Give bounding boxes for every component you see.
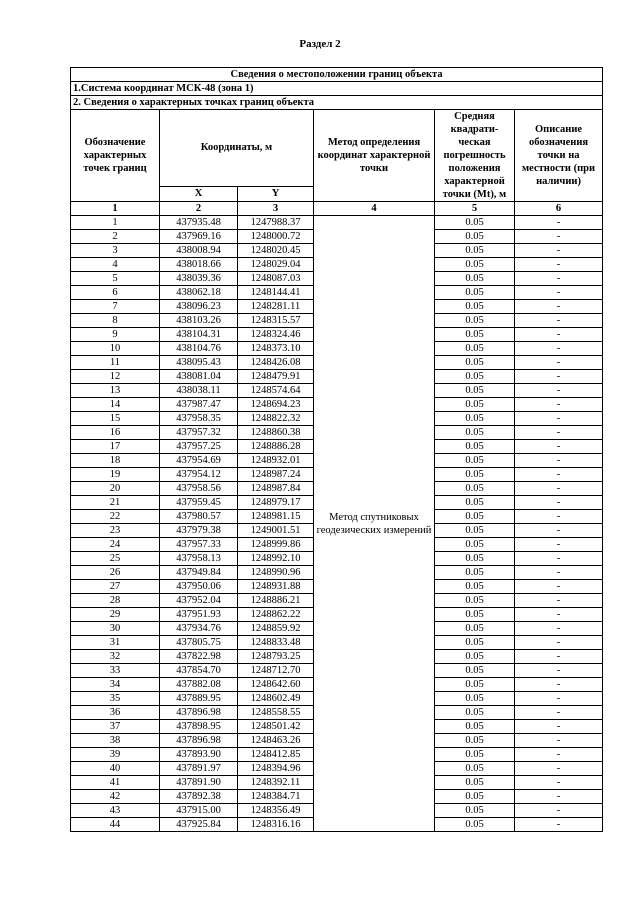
error-cell: 0.05 xyxy=(435,482,515,496)
description-cell: - xyxy=(515,286,603,300)
error-cell: 0.05 xyxy=(435,622,515,636)
x-coordinate-cell: 438103.26 xyxy=(160,314,238,328)
point-number-cell: 20 xyxy=(71,482,160,496)
y-coordinate-cell: 1248144.41 xyxy=(238,286,314,300)
description-cell: - xyxy=(515,790,603,804)
x-coordinate-cell: 437805.75 xyxy=(160,636,238,650)
point-number-cell: 29 xyxy=(71,608,160,622)
point-number-cell: 33 xyxy=(71,664,160,678)
error-cell: 0.05 xyxy=(435,440,515,454)
description-cell: - xyxy=(515,272,603,286)
x-coordinate-cell: 437957.32 xyxy=(160,426,238,440)
point-number-cell: 7 xyxy=(71,300,160,314)
header-error: Средняя квадрати-ческая погрешность положения характерной точки (Mt), м xyxy=(435,110,515,202)
error-cell: 0.05 xyxy=(435,664,515,678)
header-x: X xyxy=(160,186,238,201)
description-cell: - xyxy=(515,818,603,832)
x-coordinate-cell: 438096.23 xyxy=(160,300,238,314)
y-coordinate-cell: 1248992.10 xyxy=(238,552,314,566)
error-cell: 0.05 xyxy=(435,748,515,762)
point-number-cell: 6 xyxy=(71,286,160,300)
x-coordinate-cell: 437959.45 xyxy=(160,496,238,510)
y-coordinate-cell: 1248932.01 xyxy=(238,454,314,468)
x-coordinate-cell: 437935.48 xyxy=(160,216,238,230)
header-description: Описание обозначения точки на местности (при наличии) xyxy=(515,110,603,202)
y-coordinate-cell: 1248394.96 xyxy=(238,762,314,776)
description-cell: - xyxy=(515,496,603,510)
description-cell: - xyxy=(515,734,603,748)
error-cell: 0.05 xyxy=(435,608,515,622)
y-coordinate-cell: 1248029.04 xyxy=(238,258,314,272)
error-cell: 0.05 xyxy=(435,552,515,566)
y-coordinate-cell: 1248087.03 xyxy=(238,272,314,286)
x-coordinate-cell: 438039.36 xyxy=(160,272,238,286)
description-cell: - xyxy=(515,720,603,734)
y-coordinate-cell: 1249001.51 xyxy=(238,524,314,538)
x-coordinate-cell: 437958.35 xyxy=(160,412,238,426)
error-cell: 0.05 xyxy=(435,524,515,538)
point-number-cell: 27 xyxy=(71,580,160,594)
point-number-cell: 36 xyxy=(71,706,160,720)
error-cell: 0.05 xyxy=(435,790,515,804)
point-number-cell: 12 xyxy=(71,370,160,384)
x-coordinate-cell: 438062.18 xyxy=(160,286,238,300)
column-number: 6 xyxy=(515,202,603,216)
point-number-cell: 31 xyxy=(71,636,160,650)
column-number: 5 xyxy=(435,202,515,216)
point-number-cell: 19 xyxy=(71,468,160,482)
point-number-cell: 2 xyxy=(71,230,160,244)
error-cell: 0.05 xyxy=(435,356,515,370)
y-coordinate-cell: 1248694.23 xyxy=(238,398,314,412)
x-coordinate-cell: 437891.97 xyxy=(160,762,238,776)
y-coordinate-cell: 1248020.45 xyxy=(238,244,314,258)
description-cell: - xyxy=(515,468,603,482)
point-number-cell: 25 xyxy=(71,552,160,566)
description-cell: - xyxy=(515,748,603,762)
description-cell: - xyxy=(515,636,603,650)
point-number-cell: 39 xyxy=(71,748,160,762)
x-coordinate-cell: 437950.06 xyxy=(160,580,238,594)
error-cell: 0.05 xyxy=(435,636,515,650)
description-cell: - xyxy=(515,678,603,692)
error-cell: 0.05 xyxy=(435,244,515,258)
y-coordinate-cell: 1248833.48 xyxy=(238,636,314,650)
error-cell: 0.05 xyxy=(435,692,515,706)
x-coordinate-cell: 437925.84 xyxy=(160,818,238,832)
description-cell: - xyxy=(515,216,603,230)
point-number-cell: 26 xyxy=(71,566,160,580)
error-cell: 0.05 xyxy=(435,286,515,300)
description-cell: - xyxy=(515,664,603,678)
y-coordinate-cell: 1248373.10 xyxy=(238,342,314,356)
error-cell: 0.05 xyxy=(435,734,515,748)
error-cell: 0.05 xyxy=(435,300,515,314)
point-number-cell: 44 xyxy=(71,818,160,832)
error-cell: 0.05 xyxy=(435,496,515,510)
point-number-cell: 14 xyxy=(71,398,160,412)
x-coordinate-cell: 437822.98 xyxy=(160,650,238,664)
y-coordinate-cell: 1248987.84 xyxy=(238,482,314,496)
y-coordinate-cell: 1248999.86 xyxy=(238,538,314,552)
error-cell: 0.05 xyxy=(435,678,515,692)
error-cell: 0.05 xyxy=(435,258,515,272)
header-point-designation: Обозначение характерных точек границ xyxy=(71,110,160,202)
x-coordinate-cell: 438038.11 xyxy=(160,384,238,398)
description-cell: - xyxy=(515,384,603,398)
error-cell: 0.05 xyxy=(435,762,515,776)
y-coordinate-cell: 1248463.26 xyxy=(238,734,314,748)
y-coordinate-cell: 1248392.11 xyxy=(238,776,314,790)
error-cell: 0.05 xyxy=(435,818,515,832)
point-number-cell: 22 xyxy=(71,510,160,524)
y-coordinate-cell: 1248886.28 xyxy=(238,440,314,454)
point-number-cell: 23 xyxy=(71,524,160,538)
y-coordinate-cell: 1248602.49 xyxy=(238,692,314,706)
error-cell: 0.05 xyxy=(435,314,515,328)
point-number-cell: 34 xyxy=(71,678,160,692)
error-cell: 0.05 xyxy=(435,342,515,356)
error-cell: 0.05 xyxy=(435,454,515,468)
method-cell: Метод спутниковых геодезических измерений xyxy=(314,216,435,832)
y-coordinate-cell: 1248315.57 xyxy=(238,314,314,328)
description-cell: - xyxy=(515,650,603,664)
y-coordinate-cell: 1248412.85 xyxy=(238,748,314,762)
column-number: 2 xyxy=(160,202,238,216)
description-cell: - xyxy=(515,356,603,370)
description-cell: - xyxy=(515,580,603,594)
boundary-points-table xyxy=(70,67,603,832)
description-cell: - xyxy=(515,762,603,776)
description-cell: - xyxy=(515,538,603,552)
y-coordinate-cell: 1248356.49 xyxy=(238,804,314,818)
column-number: 3 xyxy=(238,202,314,216)
points-heading: 2. Сведения о характерных точках границ объекта xyxy=(71,96,603,110)
error-cell: 0.05 xyxy=(435,468,515,482)
x-coordinate-cell: 438081.04 xyxy=(160,370,238,384)
description-cell: - xyxy=(515,706,603,720)
description-cell: - xyxy=(515,510,603,524)
description-cell: - xyxy=(515,622,603,636)
description-cell: - xyxy=(515,566,603,580)
y-coordinate-cell: 1248384.71 xyxy=(238,790,314,804)
x-coordinate-cell: 437980.57 xyxy=(160,510,238,524)
point-number-cell: 37 xyxy=(71,720,160,734)
y-coordinate-cell: 1248859.92 xyxy=(238,622,314,636)
point-number-cell: 3 xyxy=(71,244,160,258)
description-cell: - xyxy=(515,482,603,496)
error-cell: 0.05 xyxy=(435,230,515,244)
description-cell: - xyxy=(515,412,603,426)
description-cell: - xyxy=(515,370,603,384)
description-cell: - xyxy=(515,398,603,412)
x-coordinate-cell: 437934.76 xyxy=(160,622,238,636)
error-cell: 0.05 xyxy=(435,804,515,818)
x-coordinate-cell: 437949.84 xyxy=(160,566,238,580)
x-coordinate-cell: 437892.38 xyxy=(160,790,238,804)
error-cell: 0.05 xyxy=(435,706,515,720)
description-cell: - xyxy=(515,594,603,608)
point-number-cell: 42 xyxy=(71,790,160,804)
table-title: Сведения о местоположении границ объекта xyxy=(71,68,603,82)
y-coordinate-cell: 1248479.91 xyxy=(238,370,314,384)
description-cell: - xyxy=(515,244,603,258)
error-cell: 0.05 xyxy=(435,776,515,790)
x-coordinate-cell: 437893.90 xyxy=(160,748,238,762)
description-cell: - xyxy=(515,300,603,314)
y-coordinate-cell: 1248987.24 xyxy=(238,468,314,482)
x-coordinate-cell: 438104.76 xyxy=(160,342,238,356)
y-coordinate-cell: 1247988.37 xyxy=(238,216,314,230)
y-coordinate-cell: 1248886.21 xyxy=(238,594,314,608)
error-cell: 0.05 xyxy=(435,370,515,384)
x-coordinate-cell: 437854.70 xyxy=(160,664,238,678)
column-number: 4 xyxy=(314,202,435,216)
x-coordinate-cell: 438104.31 xyxy=(160,328,238,342)
x-coordinate-cell: 438095.43 xyxy=(160,356,238,370)
x-coordinate-cell: 437979.38 xyxy=(160,524,238,538)
y-coordinate-cell: 1248642.60 xyxy=(238,678,314,692)
x-coordinate-cell: 437952.04 xyxy=(160,594,238,608)
column-number: 1 xyxy=(71,202,160,216)
error-cell: 0.05 xyxy=(435,580,515,594)
header-method: Метод определения координат характерной точки xyxy=(314,110,435,202)
error-cell: 0.05 xyxy=(435,398,515,412)
description-cell: - xyxy=(515,804,603,818)
point-number-cell: 18 xyxy=(71,454,160,468)
error-cell: 0.05 xyxy=(435,426,515,440)
y-coordinate-cell: 1248793.25 xyxy=(238,650,314,664)
point-number-cell: 10 xyxy=(71,342,160,356)
description-cell: - xyxy=(515,426,603,440)
x-coordinate-cell: 437951.93 xyxy=(160,608,238,622)
point-number-cell: 1 xyxy=(71,216,160,230)
x-coordinate-cell: 437957.25 xyxy=(160,440,238,454)
y-coordinate-cell: 1248981.15 xyxy=(238,510,314,524)
header-coordinates: Координаты, м xyxy=(160,110,314,187)
error-cell: 0.05 xyxy=(435,412,515,426)
y-coordinate-cell: 1248558.55 xyxy=(238,706,314,720)
point-number-cell: 24 xyxy=(71,538,160,552)
y-coordinate-cell: 1248000.72 xyxy=(238,230,314,244)
y-coordinate-cell: 1248860.38 xyxy=(238,426,314,440)
y-coordinate-cell: 1248822.32 xyxy=(238,412,314,426)
description-cell: - xyxy=(515,608,603,622)
description-cell: - xyxy=(515,328,603,342)
y-coordinate-cell: 1248574.64 xyxy=(238,384,314,398)
description-cell: - xyxy=(515,776,603,790)
description-cell: - xyxy=(515,314,603,328)
y-coordinate-cell: 1248324.46 xyxy=(238,328,314,342)
x-coordinate-cell: 437987.47 xyxy=(160,398,238,412)
point-number-cell: 38 xyxy=(71,734,160,748)
x-coordinate-cell: 438018.66 xyxy=(160,258,238,272)
point-number-cell: 13 xyxy=(71,384,160,398)
point-number-cell: 17 xyxy=(71,440,160,454)
x-coordinate-cell: 437958.56 xyxy=(160,482,238,496)
description-cell: - xyxy=(515,230,603,244)
table-row xyxy=(71,216,603,230)
x-coordinate-cell: 437896.98 xyxy=(160,734,238,748)
x-coordinate-cell: 437889.95 xyxy=(160,692,238,706)
description-cell: - xyxy=(515,524,603,538)
point-number-cell: 32 xyxy=(71,650,160,664)
x-coordinate-cell: 437954.69 xyxy=(160,454,238,468)
error-cell: 0.05 xyxy=(435,538,515,552)
error-cell: 0.05 xyxy=(435,216,515,230)
description-cell: - xyxy=(515,342,603,356)
error-cell: 0.05 xyxy=(435,594,515,608)
x-coordinate-cell: 437969.16 xyxy=(160,230,238,244)
y-coordinate-cell: 1248862.22 xyxy=(238,608,314,622)
description-cell: - xyxy=(515,258,603,272)
x-coordinate-cell: 438008.94 xyxy=(160,244,238,258)
description-cell: - xyxy=(515,552,603,566)
y-coordinate-cell: 1248501.42 xyxy=(238,720,314,734)
point-number-cell: 21 xyxy=(71,496,160,510)
x-coordinate-cell: 437896.98 xyxy=(160,706,238,720)
y-coordinate-cell: 1248979.17 xyxy=(238,496,314,510)
x-coordinate-cell: 437891.90 xyxy=(160,776,238,790)
description-cell: - xyxy=(515,454,603,468)
error-cell: 0.05 xyxy=(435,650,515,664)
point-number-cell: 5 xyxy=(71,272,160,286)
error-cell: 0.05 xyxy=(435,384,515,398)
point-number-cell: 4 xyxy=(71,258,160,272)
point-number-cell: 40 xyxy=(71,762,160,776)
x-coordinate-cell: 437915.00 xyxy=(160,804,238,818)
coordinate-system-line: 1.Система координат МСК-48 (зона 1) xyxy=(71,82,603,96)
y-coordinate-cell: 1248712.70 xyxy=(238,664,314,678)
description-cell: - xyxy=(515,692,603,706)
y-coordinate-cell: 1248316.16 xyxy=(238,818,314,832)
point-number-cell: 15 xyxy=(71,412,160,426)
y-coordinate-cell: 1248931.88 xyxy=(238,580,314,594)
point-number-cell: 9 xyxy=(71,328,160,342)
error-cell: 0.05 xyxy=(435,272,515,286)
x-coordinate-cell: 437954.12 xyxy=(160,468,238,482)
error-cell: 0.05 xyxy=(435,566,515,580)
header-y: Y xyxy=(238,186,314,201)
section-title: Раздел 2 xyxy=(299,38,341,50)
point-number-cell: 11 xyxy=(71,356,160,370)
y-coordinate-cell: 1248281.11 xyxy=(238,300,314,314)
description-cell: - xyxy=(515,440,603,454)
error-cell: 0.05 xyxy=(435,510,515,524)
y-coordinate-cell: 1248426.08 xyxy=(238,356,314,370)
x-coordinate-cell: 437958.13 xyxy=(160,552,238,566)
point-number-cell: 16 xyxy=(71,426,160,440)
error-cell: 0.05 xyxy=(435,328,515,342)
x-coordinate-cell: 437882.08 xyxy=(160,678,238,692)
point-number-cell: 35 xyxy=(71,692,160,706)
x-coordinate-cell: 437957.33 xyxy=(160,538,238,552)
x-coordinate-cell: 437898.95 xyxy=(160,720,238,734)
point-number-cell: 41 xyxy=(71,776,160,790)
point-number-cell: 28 xyxy=(71,594,160,608)
point-number-cell: 43 xyxy=(71,804,160,818)
error-cell: 0.05 xyxy=(435,720,515,734)
y-coordinate-cell: 1248990.96 xyxy=(238,566,314,580)
point-number-cell: 30 xyxy=(71,622,160,636)
point-number-cell: 8 xyxy=(71,314,160,328)
